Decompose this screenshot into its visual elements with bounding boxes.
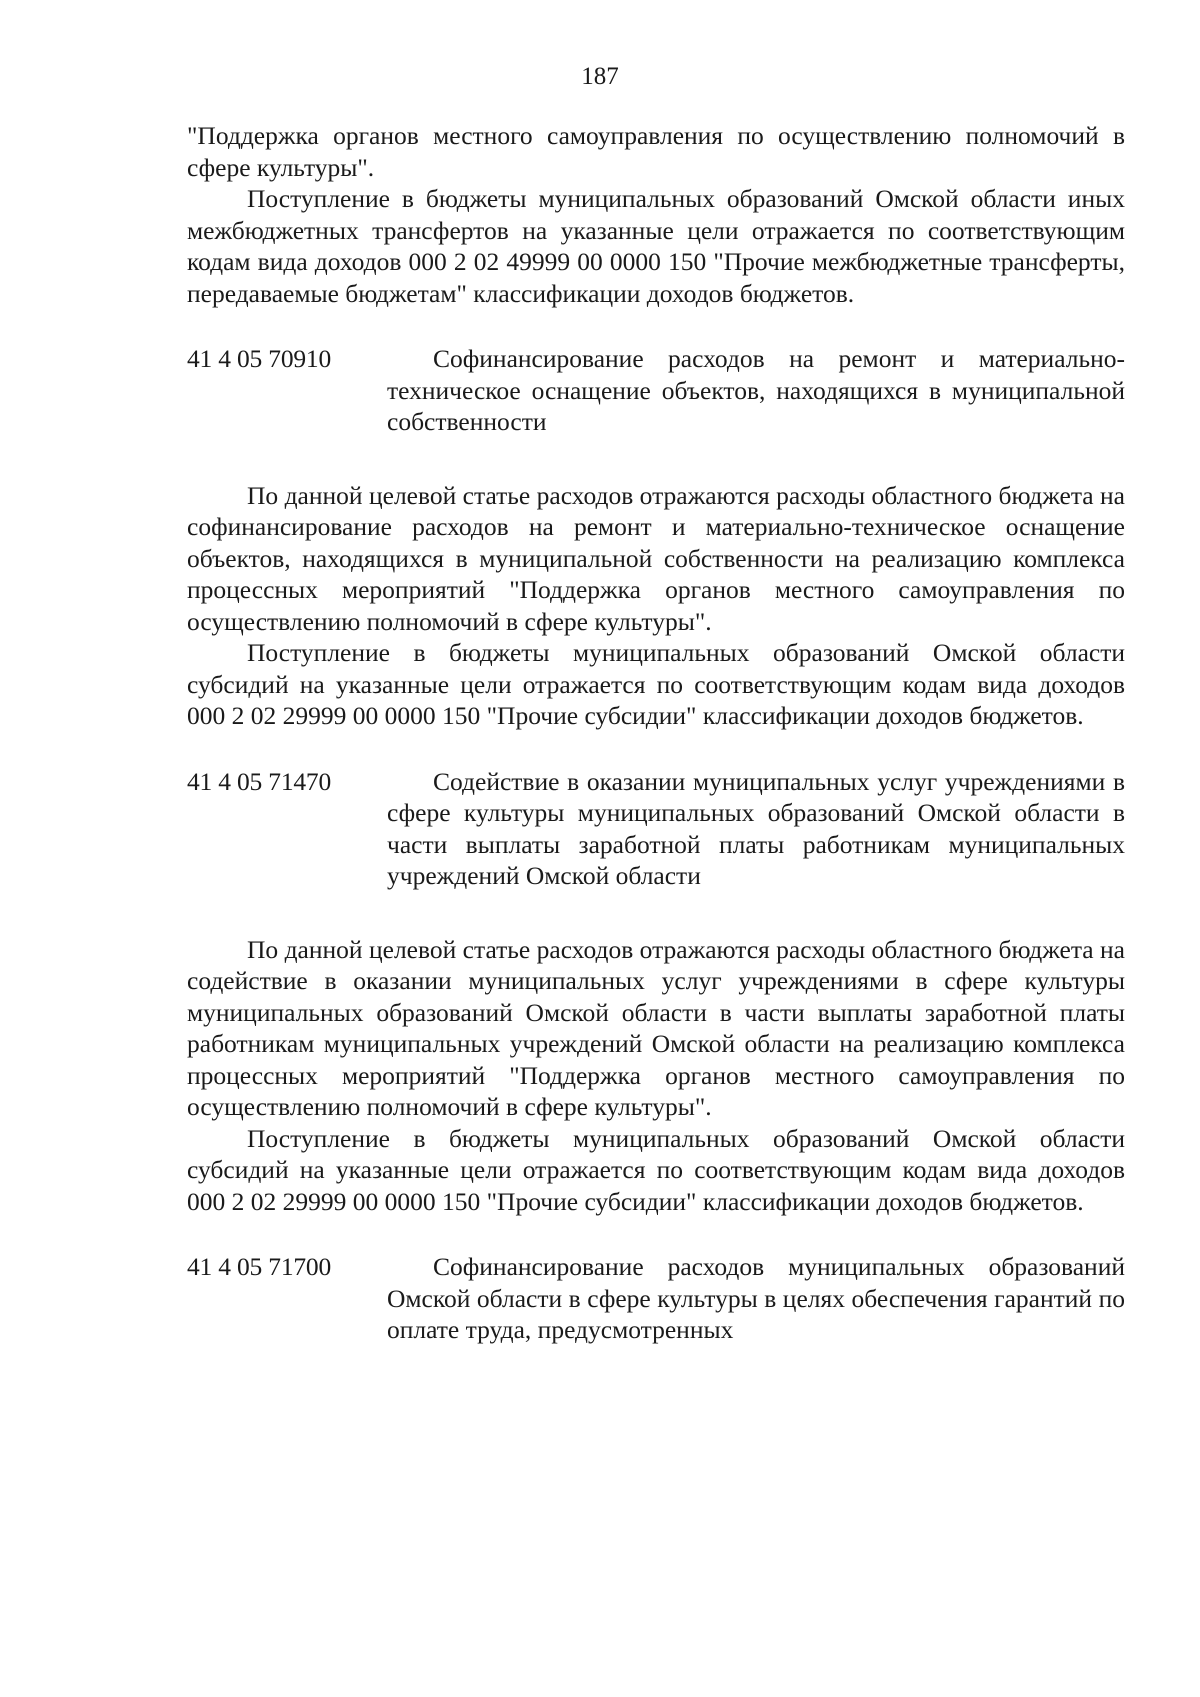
- budget-entry-71700: [187, 1251, 1125, 1346]
- entry-receipt-paragraph: Поступление в бюджеты муниципальных образований Омской области субсидий на указанные цели отражается по соответствующим кодам вида доходов 000 2 02 29999 00 0000 150 "Прочие субсидии" классификации доходов бюджетов.: [187, 638, 1125, 730]
- entry-title: Софинансирование расходов муниципальных образований Омской области в сфере культуры в целях обеспечения гарантий по оплате труда, предусмотренных: [387, 1252, 1125, 1344]
- intro-paragraph: "Поддержка органов местного самоуправления по осуществлению полномочий в сфере культуры".: [187, 121, 1125, 182]
- budget-entry-71470: [187, 766, 1125, 892]
- budget-entry-70910: [187, 343, 1125, 438]
- entry-code: 41 4 05 71700: [187, 1252, 332, 1281]
- entry-receipt-paragraph: Поступление в бюджеты муниципальных образований Омской области субсидий на указанные цели отражается по соответствующим кодам вида доходов 000 2 02 29999 00 0000 150 "Прочие субсидии" классификации доходов бюджетов.: [187, 1123, 1125, 1216]
- entry-body-paragraph: По данной целевой статье расходов отражаются расходы областного бюджета на софинансирование расходов на ремонт и материально-техническое оснащение объектов, находящихся в муниципальной собственности на реализацию комплекса процессных мероприятий "Поддержка органов местного самоуправления по осуществлению полномочий в сфере культуры".: [187, 480, 1125, 636]
- intro-receipt-paragraph: Поступление в бюджеты муниципальных образований Омской области иных межбюджетных трансфертов на указанные цели отражается по соответствующим кодам вида доходов 000 2 02 49999 00 0000 150 "Прочие межбюджетные трансферты, передаваемые бюджетам" классификации доходов бюджетов.: [187, 184, 1125, 308]
- entry-title: Содействие в оказании муниципальных услуг учреждениями в сфере культуры муниципальных образований Омской области в части выплаты заработной платы работникам муниципальных учреждений Омской области: [387, 766, 1125, 890]
- entry-code: 41 4 05 70910: [187, 344, 332, 373]
- entry-body-paragraph: По данной целевой статье расходов отражаются расходы областного бюджета на содействие в оказании муниципальных услуг учреждениями в сфере культуры муниципальных образований Омской области в части выплаты заработной платы работникам муниципальных учреждений Омской области на реализацию комплекса процессных мероприятий "Поддержка органов местного самоуправления по осуществлению полномочий в сфере культуры".: [187, 934, 1125, 1121]
- page-number: 187: [581, 63, 619, 90]
- page-content: [187, 120, 1125, 1346]
- entry-title: Софинансирование расходов на ремонт и материально-техническое оснащение объектов, находящихся в муниципальной собственности: [387, 344, 1125, 436]
- entry-code: 41 4 05 71470: [187, 766, 332, 796]
